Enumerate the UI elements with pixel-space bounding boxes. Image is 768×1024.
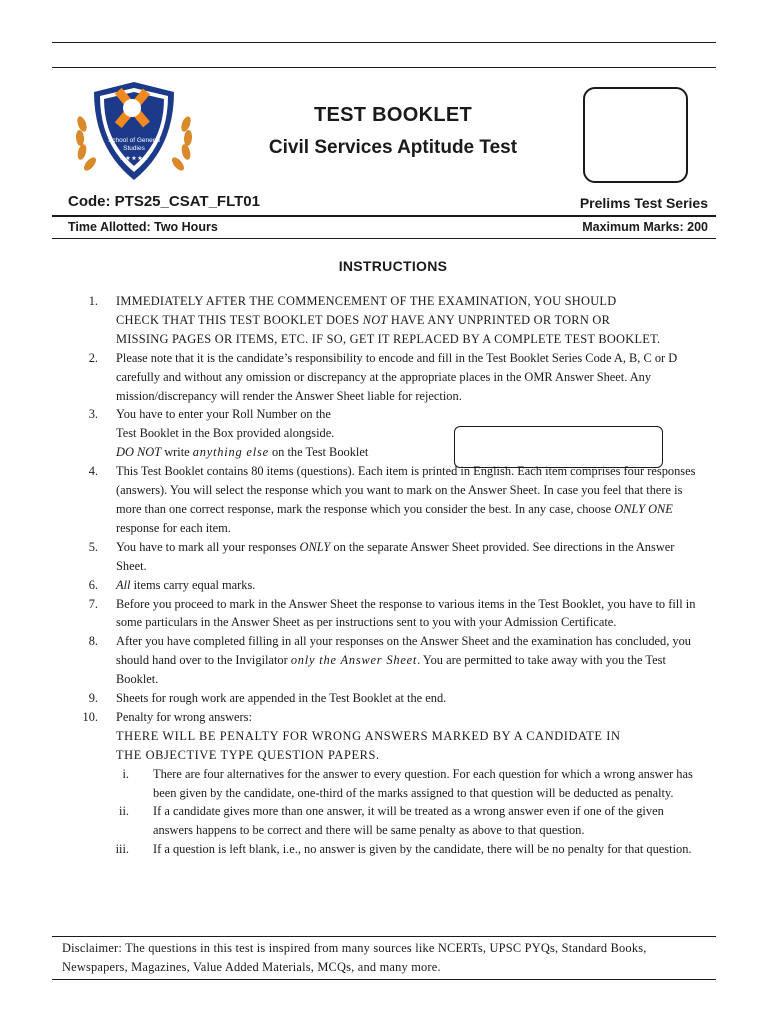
booklet-subtitle: Civil Services Aptitude Test	[268, 137, 518, 158]
test-series: Prelims Test Series	[579, 195, 708, 211]
instruction-item-8: 8. After you have completed filling in all your responses on the Answer Sheet and the examination has concluded, you should hand over to the Invigilator only the Answer Sheet. You are permitted to take away with you the Test Booklet.	[88, 634, 691, 687]
penalty-sub-item-ii: ii. If a candidate gives more than one answer, it will be treated as a wrong answer even if one of the given answers happens to be correct and there will be same penalty as above to that question.	[119, 804, 664, 838]
instruction-item-2: 2. Please note that it is the candidate’s responsibility to encode and fill in the Test Booklet Series Code A, B, C or D carefully and without any omission or discrepancy at the appropriate places in the OMR Answer Sheet. Any mission/discrepancy will render the Answer Sheet liable for rejection.	[0, 349, 768, 406]
instructions-heading: INSTRUCTIONS	[338, 258, 448, 274]
top-rule-2	[52, 67, 716, 68]
code-rule	[52, 215, 716, 217]
logo-text-line1: School of General	[107, 137, 161, 144]
instruction-item-6: 6. All items carry equal marks.	[88, 577, 256, 592]
maximum-marks: Maximum Marks: 200	[582, 220, 708, 234]
instruction-item-3: 3. You have to enter your Roll Number on the Test Booklet in the Box provided alongside. DO NOT write anything else on the Test Booklet	[88, 407, 369, 460]
top-rule-1	[52, 42, 716, 43]
instruction-text: Please note that it is the candidate’s responsibility to encode and fill in the Test Booklet Series Code A, B, C or D carefully and without any omission or discrepancy at the appropriate places in the OMR Answer Sheet. Any mission/discrepancy will render the Answer Sheet liable for rejection.	[116, 350, 678, 403]
svg-text:★: ★	[137, 155, 143, 162]
disclaimer: Disclaimer: The questions in this test is inspired from many sources like NCERTs, UPSC PYQs, Standard Books, Newspapers, Magazines, Value Added Materials, MCQs, and many more.	[62, 941, 647, 974]
instruction-item-10: 10. Penalty for wrong answers: THERE WILL BE PENALTY FOR WRONG ANSWERS MARKED BY A CANDIDATE IN THE OBJECTIVE TYPE QUESTION PAPERS.	[82, 709, 621, 762]
instruction-item-1: 1. IMMEDIATELY AFTER THE COMMENCEMENT OF THE EXAMINATION, YOU SHOULD CHECK THAT THIS TEST BOOKLET DOES NOT HAVE ANY UNPRINTED OR TORN OR MISSING PAGES OR ITEMS, ETC. IF SO, GET IT REPLACED BY A COMPLETE TEST BOOKLET.	[0, 292, 768, 349]
penalty-sub-item-i: i. There are four alternatives for the answer to every question. For each question for which a wrong answer has been given by the candidate, one-third of the marks assigned to that question will be deducted as penalty.	[122, 766, 693, 800]
school-logo	[70, 78, 198, 188]
svg-text:★: ★	[131, 155, 137, 162]
svg-text:★: ★	[125, 155, 131, 162]
marks-rule	[52, 238, 716, 239]
instruction-text: IMMEDIATELY AFTER THE COMMENCEMENT OF THE EXAMINATION, YOU SHOULD CHECK THAT THIS TEST BOOKLET DOES NOT HAVE ANY UNPRINTED OR TORN OR MISSING PAGES OR ITEMS, ETC. IF SO, GET IT REPLACED BY A COMPLETE TEST BOOKLET.	[116, 294, 661, 346]
svg-text:★: ★	[119, 155, 125, 162]
booklet-title: TEST BOOKLET	[313, 104, 473, 126]
instruction-item-7: 7. Before you proceed to mark in the Answer Sheet the response to various items in the Test Booklet, you have to fill in some particulars in the Answer Sheet as per instructions sent to you with your Admission Certificate.	[88, 596, 696, 630]
svg-text:★: ★	[143, 155, 149, 162]
penalty-sub-item-iii: iii. If a question is left blank, i.e., no answer is given by the candidate, there will be no penalty for that question.	[115, 842, 692, 857]
instructions-list	[0, 292, 768, 859]
instruction-item-4: 4. This Test Booklet contains 80 items (questions). Each item is printed in English. Each item comprises four responses (answers). You will select the response which you want to mark on the Answer Sheet. In case you feel that there is more than one correct response, mark the response which you consider the best. In any case, choose ONLY ONE response for each item.	[88, 464, 696, 535]
instruction-item-5: 5. You have to mark all your responses ONLY on the separate Answer Sheet provided. See directions in the Answer Sheet.	[88, 539, 675, 573]
logo-text-line2: Studies	[123, 145, 145, 152]
time-allotted: Time Allotted: Two Hours	[68, 220, 218, 234]
series-code-box[interactable]	[583, 87, 688, 183]
test-code: Code: PTS25_CSAT_FLT01	[68, 193, 260, 210]
disclaimer-rule-bottom	[52, 979, 716, 980]
instruction-item-9: 9. Sheets for rough work are appended in the Test Booklet at the end.	[88, 691, 447, 706]
